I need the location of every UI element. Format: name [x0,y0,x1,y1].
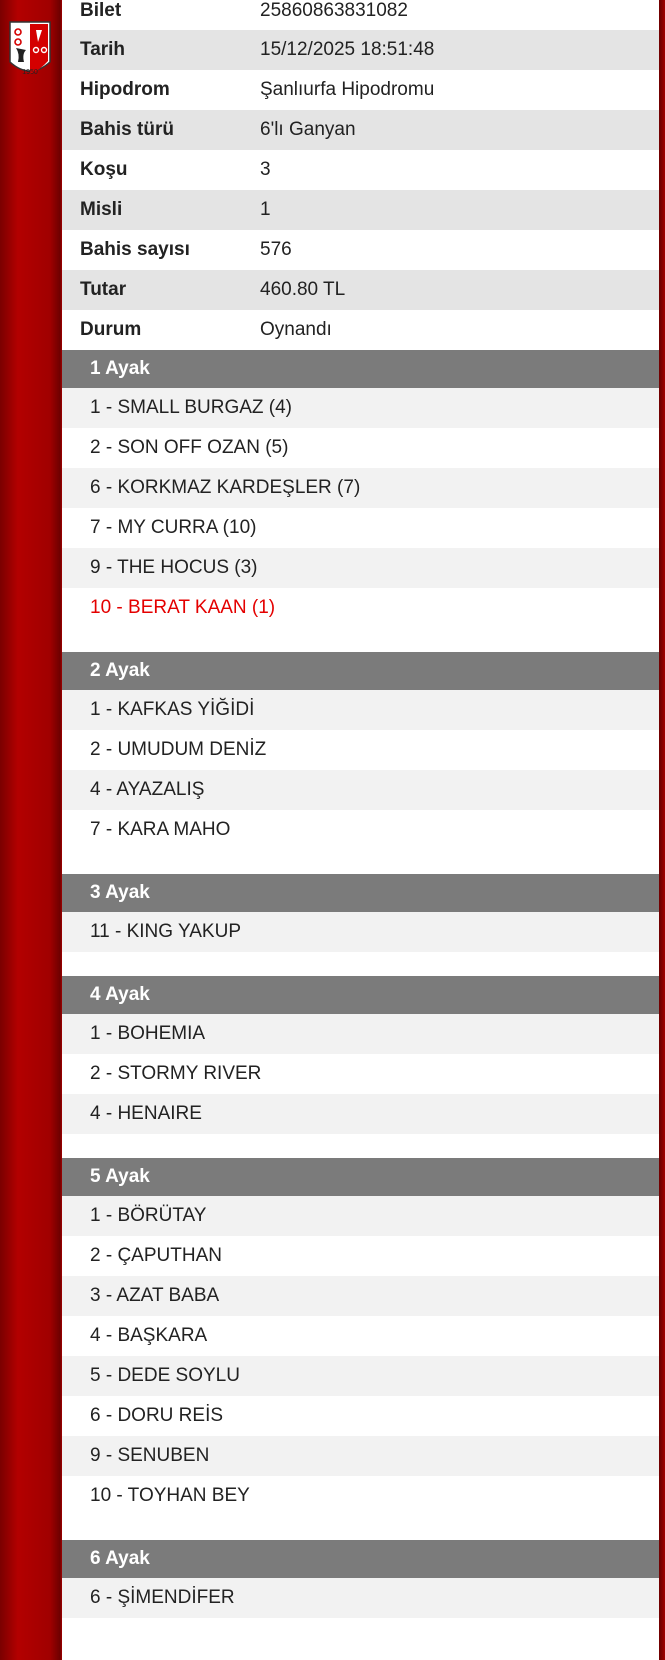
horse-list [62,1014,659,1134]
info-value: 6'lı Ganyan [260,119,356,140]
section-spacer [62,1516,659,1540]
horse-item: 1 - BOHEMIA [62,1014,659,1054]
info-label: Hipodrom [80,79,170,100]
info-value: Oynandı [260,319,332,340]
horse-item: 9 - SENUBEN [62,1436,659,1476]
section-spacer [62,628,659,652]
horse-item: 2 - ÇAPUTHAN [90,1245,222,1266]
section-spacer [62,850,659,874]
leg-header: 1 Ayak [62,350,659,388]
horse-item: 4 - AYAZALIŞ [62,770,659,810]
horse-item: 4 - HENAIRE [62,1094,659,1134]
leg-section [62,1540,659,1642]
horse-item: 10 - TOYHAN BEY [90,1485,250,1506]
horse-list [62,1578,659,1618]
leg-section [62,652,659,874]
info-label: Bahis sayısı [80,239,190,260]
horse-item: 9 - THE HOCUS (3) [62,548,659,588]
section-spacer [62,1618,659,1642]
horse-item: 4 - BAŞKARA [90,1325,208,1346]
leg-section [62,976,659,1158]
horse-list [62,388,659,628]
horse-item: 1 - BÖRÜTAY [62,1196,659,1236]
horse-list [62,1196,659,1516]
horse-item: 2 - STORMY RIVER [90,1063,262,1084]
info-row [62,270,659,310]
horse-list [62,912,659,952]
info-label: Tarih [80,39,126,60]
horse-list [62,690,659,850]
ticket-info [62,0,659,350]
info-value: 15/12/2025 18:51:48 [260,39,435,60]
info-value: 576 [260,239,292,260]
info-label: Bilet [80,0,122,21]
section-spacer [62,1134,659,1158]
info-value: 3 [260,159,271,180]
leg-section [62,350,659,652]
horse-item: 11 - KING YAKUP [62,912,659,952]
info-label: Bahis türü [80,119,174,140]
leg-section [62,874,659,976]
horse-item: 7 - KARA MAHO [90,819,231,840]
leg-header: 2 Ayak [62,652,659,690]
ticket-panel [62,0,659,1660]
horse-item: 7 - MY CURRA (10) [90,517,257,538]
horse-item: 5 - DEDE SOYLU [62,1356,659,1396]
info-label: Durum [80,319,142,340]
info-value: 25860863831082 [260,0,408,21]
info-row [62,150,659,190]
info-row [62,70,659,110]
info-label: Misli [80,199,123,220]
horse-item-winner: 10 - BERAT KAAN (1) [90,597,276,618]
info-row [62,310,659,350]
leg-header: 6 Ayak [62,1540,659,1578]
horse-item: 2 - SON OFF OZAN (5) [90,437,289,458]
info-row [62,110,659,150]
info-row [62,0,659,30]
horse-item: 1 - KAFKAS YİĞİDİ [62,690,659,730]
leg-section [62,1158,659,1540]
club-crest-icon [6,18,54,82]
horse-item: 2 - UMUDUM DENİZ [90,739,267,760]
leg-header: 4 Ayak [62,976,659,1014]
info-row [62,190,659,230]
info-label: Tutar [80,279,127,300]
info-value: 460.80 TL [260,279,346,300]
horse-item: 6 - KORKMAZ KARDEŞLER (7) [62,468,659,508]
horse-item: 6 - DORU REİS [90,1405,224,1426]
legs-list [62,350,659,1642]
leg-header: 5 Ayak [62,1158,659,1196]
crest-year: 1950 [22,69,38,76]
leg-header: 3 Ayak [62,874,659,912]
info-value: 1 [260,199,271,220]
horse-item: 3 - AZAT BABA [62,1276,659,1316]
horse-item: 6 - ŞİMENDİFER [62,1578,659,1618]
info-row [62,230,659,270]
info-label: Koşu [80,159,128,180]
section-spacer [62,952,659,976]
info-row [62,30,659,70]
horse-item: 1 - SMALL BURGAZ (4) [62,388,659,428]
info-value: Şanlıurfa Hipodromu [260,79,435,100]
